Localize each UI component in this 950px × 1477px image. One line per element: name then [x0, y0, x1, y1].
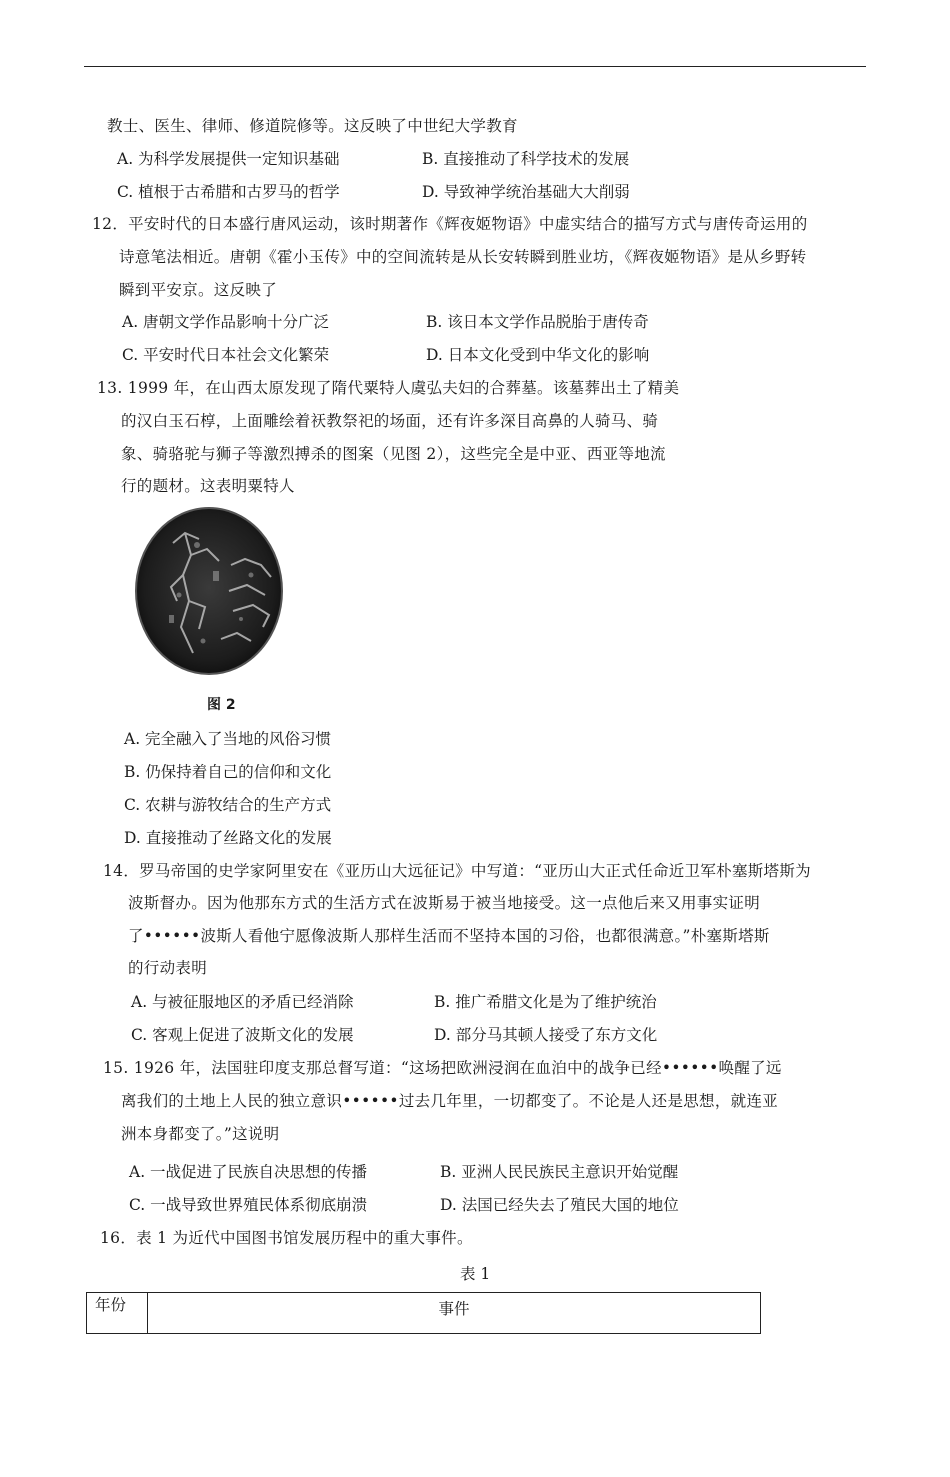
q11-option-d: D. 导致神学统治基础大大削弱: [422, 183, 630, 201]
table-header-row: [87, 1293, 761, 1334]
q15-stem-line-1: 15. 1926 年，法国驻印度支那总督写道：“这场把欧洲浸润在血泊中的战争已经••••••唤醒了远: [103, 1059, 782, 1077]
q14-stem-line-2: 波斯督办。因为他那东方式的生活方式在波斯易于被当地接受。这一点他后来又用事实证明: [128, 894, 761, 912]
q14-option-c: C. 客观上促进了波斯文化的发展: [131, 1026, 354, 1044]
q11-option-c: C. 植根于古希腊和古罗马的哲学: [117, 183, 340, 201]
q15-stem-line-3: 洲本身都变了。”这说明: [121, 1125, 280, 1143]
q13-stem-line-3: 象、骑骆驼与狮子等激烈搏杀的图案（见图 2），这些完全是中亚、西亚等地流: [121, 445, 666, 463]
table-header-year: 年份: [87, 1293, 148, 1334]
q11-stem-cont: 教士、医生、律师、修道院修等。这反映了中世纪大学教育: [107, 117, 518, 135]
q11-option-b: B. 直接推动了科学技术的发展: [422, 150, 630, 168]
q12-option-a: A. 唐朝文学作品影响十分广泛: [122, 313, 330, 331]
q13-option-b: B. 仍保持着自己的信仰和文化: [124, 763, 332, 781]
q15-stem-line-2: 离我们的土地上人民的独立意识••••••过去几年里，一切都变了。不论是人还是思想，就连亚: [121, 1092, 779, 1110]
q13-stem-line-4: 行的题材。这表明粟特人: [121, 477, 295, 495]
q11-option-a: A. 为科学发展提供一定知识基础: [117, 150, 340, 168]
q14-stem-line-3: 了••••••波斯人看他宁愿像波斯人那样生活而不坚持本国的习俗，也都很满意。”朴塞斯塔斯: [128, 927, 770, 945]
q15-option-b: B. 亚洲人民民族民主意识开始觉醒: [440, 1163, 679, 1181]
q15-option-d: D. 法国已经失去了殖民大国的地位: [440, 1196, 679, 1214]
q14-option-d: D. 部分马其顿人接受了东方文化: [434, 1026, 658, 1044]
header-rule: [84, 66, 866, 67]
q12-option-b: B. 该日本文学作品脱胎于唐传奇: [426, 313, 649, 331]
table-header-event: 事件: [148, 1293, 761, 1334]
q12-option-c: C. 平安时代日本社会文化繁荣: [122, 346, 330, 364]
q13-stem-line-1: 13. 1999 年，在山西太原发现了隋代粟特人虞弘夫妇的合葬墓。该墓葬出土了精美: [97, 379, 680, 397]
q12-stem-line-3: 瞬到平安京。这反映了: [119, 281, 278, 299]
q15-option-a: A. 一战促进了民族自决思想的传播: [129, 1163, 368, 1181]
figure-caption: 图 2: [207, 697, 236, 713]
q15-option-c: C. 一战导致世界殖民体系彻底崩溃: [129, 1196, 368, 1214]
q13-stem-line-2: 的汉白玉石椁，上面雕绘着祆教祭祀的场面，还有许多深目高鼻的人骑马、骑: [121, 412, 659, 430]
table-title: 表 1: [460, 1265, 491, 1283]
q14-stem-line-4: 的行动表明: [128, 959, 208, 977]
q12-stem-line-2: 诗意笔法相近。唐朝《霍小玉传》中的空间流转是从长安转瞬到胜业坊，《辉夜姬物语》是从乡野转: [119, 248, 807, 266]
q12-stem-line-1: 12．平安时代的日本盛行唐风运动，该时期著作《辉夜姬物语》中虚实结合的描写方式与唐传奇运用的: [92, 215, 808, 233]
q12-option-d: D. 日本文化受到中华文化的影响: [426, 346, 650, 364]
q14-stem-line-1: 14．罗马帝国的史学家阿里安在《亚历山大远征记》中写道：“亚历山大正式任命近卫军朴塞斯塔斯为: [103, 862, 811, 880]
q13-option-a: A. 完全融入了当地的风俗习惯: [124, 730, 332, 748]
q16-stem: 16．表 1 为近代中国图书馆发展历程中的重大事件。: [100, 1229, 473, 1247]
q14-option-b: B. 推广希腊文化是为了维护统治: [434, 993, 657, 1011]
events-table: [86, 1292, 761, 1334]
q13-option-d: D. 直接推动了丝路文化的发展: [124, 829, 332, 847]
q13-option-c: C. 农耕与游牧结合的生产方式: [124, 796, 332, 814]
stone-seal-figure: [133, 505, 285, 677]
q14-option-a: A. 与被征服地区的矛盾已经消除: [131, 993, 354, 1011]
